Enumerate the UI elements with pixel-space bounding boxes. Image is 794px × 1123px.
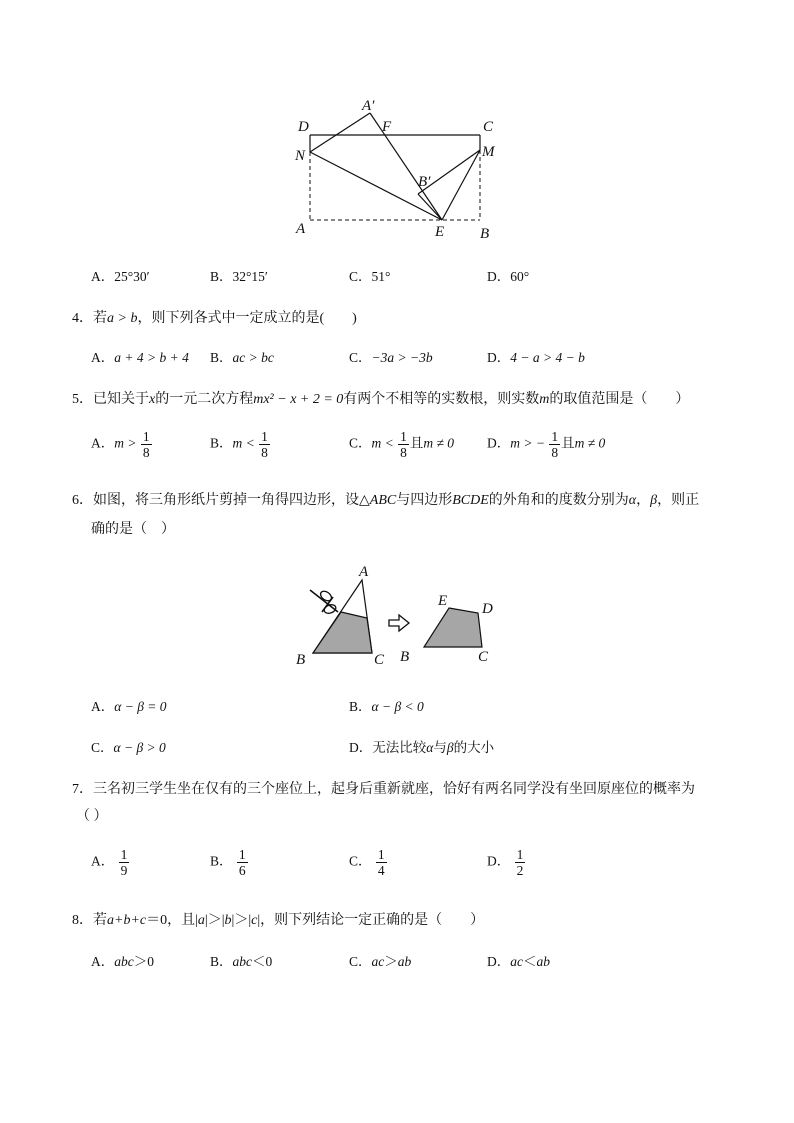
q6-option-c: C．α − β > 0	[91, 740, 166, 755]
q3-option-a: A．25°30′	[91, 269, 150, 284]
label-B-prime: B′	[418, 174, 431, 190]
label-D: D	[298, 119, 309, 135]
fraction: $\frac{1}{8}$	[400, 429, 407, 460]
q7-stem-line2: （ ）	[76, 809, 108, 824]
q6-option-b: B．α − β < 0	[349, 699, 424, 714]
label-N: N	[295, 148, 306, 164]
label-B: B	[296, 652, 306, 668]
label-F: F	[382, 119, 392, 135]
q4-option-a: A．a + 4 > b + 4	[91, 350, 189, 365]
label-C: C	[483, 119, 494, 135]
q5-option-a: A．m > $\frac{1}{8}$	[91, 429, 150, 460]
q4-option-b: B．ac > bc	[210, 350, 274, 365]
folded-rectangle-figure	[290, 92, 510, 242]
q7-stem-line1: 7．三名初三学生坐在仅有的三个座位上，起身后重新就座，恰好有两名同学没有坐回原座位的概率为	[72, 782, 695, 797]
scissors-icon	[310, 589, 338, 615]
q5-option-d: D．m > − $\frac{1}{8}$ 且m ≠ 0	[487, 429, 606, 460]
q3-option-c: C．51°	[349, 269, 391, 284]
q6-stem-line1: 6．如图，将三角形纸片剪掉一角得四边形，设△ABC与四边形BCDE的外角和的度数分别为α，β，则正	[72, 493, 700, 508]
label-C: C	[374, 652, 385, 668]
label-A-prime: A′	[362, 98, 375, 114]
label-B: B	[480, 226, 490, 242]
q8-stem: 8．若a+b+c＝0，且|a|＞|b|＞|c|，则下列结论一定正确的是（ ）	[72, 913, 485, 928]
q3-option-b: B．32°15′	[210, 269, 268, 284]
fraction: $\frac{1}{8}$	[261, 429, 268, 460]
fraction: $\frac{1}{2}$	[516, 847, 524, 878]
label-M: M	[482, 144, 495, 160]
label-A: A	[296, 221, 306, 237]
fraction: $\frac{1}{9}$	[120, 847, 128, 878]
q5-option-c: C．m < $\frac{1}{8}$ 且m ≠ 0	[349, 429, 455, 460]
q7-option-a: A． $\frac{1}{9}$	[91, 847, 128, 878]
q4-option-d: D．4 − a > 4 − b	[487, 350, 585, 365]
q5-stem: 5．已知关于x的一元二次方程mx² − x + 2 = 0有两个不相等的实数根，则实数m的取值范围是（ ）	[72, 392, 690, 407]
label-D: D	[482, 601, 493, 617]
q8-option-d: D．ac＜ab	[487, 954, 550, 969]
arrow-right-icon	[389, 615, 409, 631]
q4-option-c: C．−3a > −3b	[349, 350, 433, 365]
label-C-quad: C	[478, 649, 489, 665]
fraction: $\frac{1}{4}$	[377, 847, 385, 878]
q4-stem: 4．若a > b，则下列各式中一定成立的是( )	[72, 311, 357, 326]
q8-option-a: A．abc＞0	[91, 954, 154, 969]
q7-option-d: D． $\frac{1}{2}$	[487, 847, 524, 878]
triangle-cut-figure	[290, 560, 510, 670]
q7-option-c: C． $\frac{1}{4}$	[349, 847, 385, 878]
label-A: A	[359, 564, 369, 580]
label-B-quad: B	[400, 649, 410, 665]
q7-option-b: B． $\frac{1}{6}$	[210, 847, 246, 878]
fraction: $\frac{1}{8}$	[142, 429, 150, 460]
label-E: E	[438, 593, 448, 609]
q6-option-d: D．无法比较α与β的大小	[349, 740, 495, 755]
q6-stem-line2: 确的是（ ）	[91, 522, 175, 537]
label-E: E	[435, 224, 445, 240]
q5-option-b: B．m < $\frac{1}{8}$	[210, 429, 268, 460]
fraction: $\frac{1}{6}$	[238, 847, 246, 878]
fraction: $\frac{1}{8}$	[551, 429, 559, 460]
q8-option-b: B．abc＜0	[210, 954, 273, 969]
q8-option-c: C．ac＞ab	[349, 954, 412, 969]
q6-option-a: A．α − β = 0	[91, 699, 167, 714]
q3-option-d: D．60°	[487, 269, 530, 284]
